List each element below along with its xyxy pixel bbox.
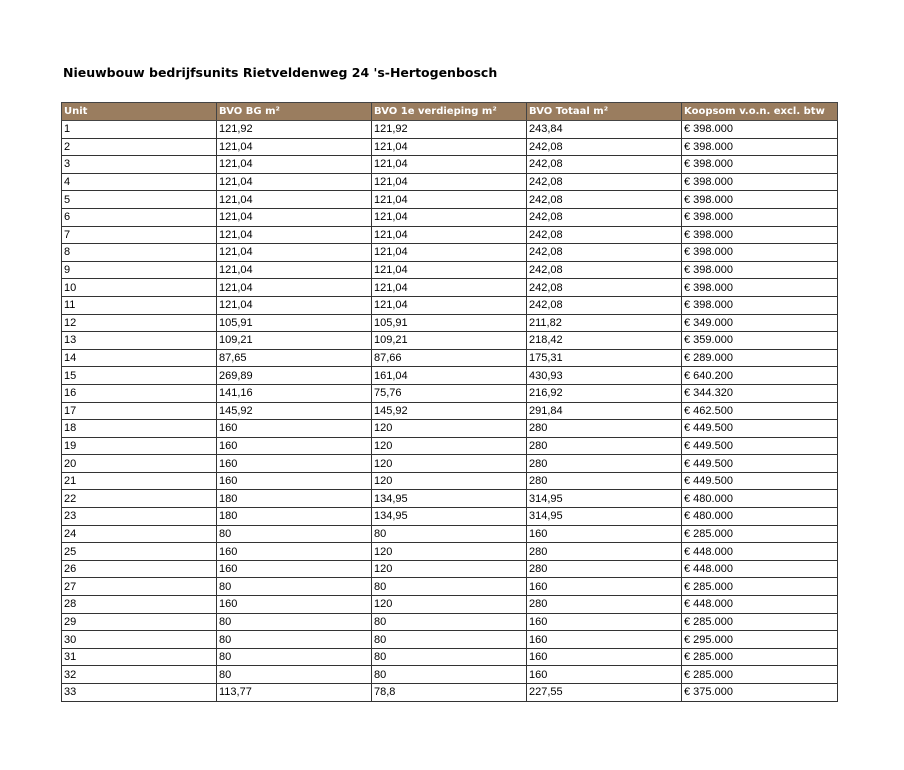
bvo-bg-cell: 109,21	[217, 332, 372, 350]
bvo-bg-cell: 121,04	[217, 261, 372, 279]
bvo-1e-verdieping-cell: 109,21	[372, 332, 527, 350]
bvo-bg-cell: 121,04	[217, 279, 372, 297]
bvo-bg-cell: 121,04	[217, 173, 372, 191]
bvo-1e-verdieping-cell: 80	[372, 631, 527, 649]
bvo-1e-verdieping-cell: 75,76	[372, 384, 527, 402]
unit-cell: 24	[62, 525, 217, 543]
koopsom-cell: € 359.000	[682, 332, 838, 350]
table-row	[62, 226, 838, 244]
bvo-bg-cell: 121,04	[217, 191, 372, 209]
table-row	[62, 138, 838, 156]
unit-cell: 7	[62, 226, 217, 244]
table-row	[62, 121, 838, 139]
table-row	[62, 173, 838, 191]
header-bvo-totaal: BVO Totaal m²	[527, 103, 682, 121]
bvo-totaal-cell: 242,08	[527, 156, 682, 174]
table-row	[62, 578, 838, 596]
bvo-1e-verdieping-cell: 121,04	[372, 191, 527, 209]
table-header	[62, 103, 838, 121]
bvo-bg-cell: 80	[217, 666, 372, 684]
bvo-totaal-cell: 216,92	[527, 384, 682, 402]
unit-cell: 26	[62, 560, 217, 578]
koopsom-cell: € 285.000	[682, 525, 838, 543]
bvo-totaal-cell: 242,08	[527, 226, 682, 244]
koopsom-cell: € 448.000	[682, 560, 838, 578]
unit-cell: 10	[62, 279, 217, 297]
koopsom-cell: € 449.500	[682, 420, 838, 438]
koopsom-cell: € 295.000	[682, 631, 838, 649]
koopsom-cell: € 640.200	[682, 367, 838, 385]
bvo-1e-verdieping-cell: 120	[372, 437, 527, 455]
bvo-1e-verdieping-cell: 80	[372, 525, 527, 543]
bvo-bg-cell: 160	[217, 420, 372, 438]
unit-cell: 27	[62, 578, 217, 596]
bvo-bg-cell: 121,04	[217, 156, 372, 174]
unit-cell: 1	[62, 121, 217, 139]
table-row	[62, 596, 838, 614]
unit-cell: 15	[62, 367, 217, 385]
bvo-bg-cell: 160	[217, 472, 372, 490]
bvo-totaal-cell: 280	[527, 596, 682, 614]
bvo-totaal-cell: 242,08	[527, 279, 682, 297]
unit-cell: 11	[62, 296, 217, 314]
koopsom-cell: € 398.000	[682, 296, 838, 314]
unit-cell: 22	[62, 490, 217, 508]
bvo-bg-cell: 160	[217, 437, 372, 455]
bvo-totaal-cell: 242,08	[527, 261, 682, 279]
table-row	[62, 402, 838, 420]
bvo-1e-verdieping-cell: 105,91	[372, 314, 527, 332]
koopsom-cell: € 480.000	[682, 490, 838, 508]
unit-cell: 25	[62, 543, 217, 561]
koopsom-cell: € 398.000	[682, 156, 838, 174]
bvo-totaal-cell: 227,55	[527, 684, 682, 702]
unit-cell: 29	[62, 613, 217, 631]
bvo-totaal-cell: 160	[527, 631, 682, 649]
unit-cell: 6	[62, 208, 217, 226]
bvo-totaal-cell: 160	[527, 666, 682, 684]
header-koopsom: Koopsom v.o.n. excl. btw	[682, 103, 838, 121]
bvo-bg-cell: 180	[217, 490, 372, 508]
bvo-1e-verdieping-cell: 120	[372, 455, 527, 473]
bvo-1e-verdieping-cell: 145,92	[372, 402, 527, 420]
table-row	[62, 631, 838, 649]
bvo-1e-verdieping-cell: 78,8	[372, 684, 527, 702]
table-row	[62, 508, 838, 526]
table-row	[62, 208, 838, 226]
header-bvo-bg: BVO BG m²	[217, 103, 372, 121]
table-row	[62, 244, 838, 262]
table-row	[62, 684, 838, 702]
table-row	[62, 296, 838, 314]
bvo-bg-cell: 121,92	[217, 121, 372, 139]
bvo-bg-cell: 269,89	[217, 367, 372, 385]
koopsom-cell: € 398.000	[682, 138, 838, 156]
unit-cell: 8	[62, 244, 217, 262]
bvo-1e-verdieping-cell: 121,04	[372, 138, 527, 156]
bvo-1e-verdieping-cell: 121,04	[372, 208, 527, 226]
table-row	[62, 191, 838, 209]
bvo-1e-verdieping-cell: 120	[372, 560, 527, 578]
unit-cell: 32	[62, 666, 217, 684]
bvo-totaal-cell: 243,84	[527, 121, 682, 139]
koopsom-cell: € 398.000	[682, 191, 838, 209]
bvo-bg-cell: 80	[217, 578, 372, 596]
header-row	[62, 103, 838, 121]
koopsom-cell: € 462.500	[682, 402, 838, 420]
bvo-bg-cell: 121,04	[217, 226, 372, 244]
koopsom-cell: € 449.500	[682, 455, 838, 473]
table-row	[62, 455, 838, 473]
bvo-bg-cell: 141,16	[217, 384, 372, 402]
bvo-totaal-cell: 314,95	[527, 508, 682, 526]
koopsom-cell: € 449.500	[682, 437, 838, 455]
bvo-totaal-cell: 160	[527, 648, 682, 666]
bvo-1e-verdieping-cell: 134,95	[372, 508, 527, 526]
bvo-totaal-cell: 242,08	[527, 191, 682, 209]
bvo-totaal-cell: 280	[527, 437, 682, 455]
bvo-1e-verdieping-cell: 80	[372, 666, 527, 684]
bvo-bg-cell: 121,04	[217, 138, 372, 156]
koopsom-cell: € 398.000	[682, 244, 838, 262]
unit-cell: 31	[62, 648, 217, 666]
bvo-bg-cell: 121,04	[217, 244, 372, 262]
table-row	[62, 472, 838, 490]
bvo-totaal-cell: 175,31	[527, 349, 682, 367]
unit-cell: 5	[62, 191, 217, 209]
unit-cell: 21	[62, 472, 217, 490]
table-row	[62, 525, 838, 543]
table-row	[62, 437, 838, 455]
unit-cell: 14	[62, 349, 217, 367]
table-row	[62, 666, 838, 684]
bvo-1e-verdieping-cell: 121,04	[372, 173, 527, 191]
koopsom-cell: € 349.000	[682, 314, 838, 332]
bvo-1e-verdieping-cell: 121,92	[372, 121, 527, 139]
unit-cell: 17	[62, 402, 217, 420]
header-unit: Unit	[62, 103, 217, 121]
unit-cell: 12	[62, 314, 217, 332]
unit-cell: 28	[62, 596, 217, 614]
unit-cell: 19	[62, 437, 217, 455]
header-bvo-1e-verdieping: BVO 1e verdieping m²	[372, 103, 527, 121]
table-body	[62, 121, 838, 702]
bvo-totaal-cell: 211,82	[527, 314, 682, 332]
unit-cell: 23	[62, 508, 217, 526]
unit-cell: 9	[62, 261, 217, 279]
table-row	[62, 384, 838, 402]
bvo-1e-verdieping-cell: 121,04	[372, 226, 527, 244]
bvo-bg-cell: 80	[217, 525, 372, 543]
koopsom-cell: € 448.000	[682, 543, 838, 561]
bvo-bg-cell: 180	[217, 508, 372, 526]
koopsom-cell: € 398.000	[682, 279, 838, 297]
table-row	[62, 648, 838, 666]
bvo-totaal-cell: 242,08	[527, 173, 682, 191]
bvo-totaal-cell: 218,42	[527, 332, 682, 350]
bvo-totaal-cell: 242,08	[527, 296, 682, 314]
unit-cell: 18	[62, 420, 217, 438]
koopsom-cell: € 449.500	[682, 472, 838, 490]
table-row	[62, 279, 838, 297]
bvo-totaal-cell: 430,93	[527, 367, 682, 385]
koopsom-cell: € 398.000	[682, 121, 838, 139]
koopsom-cell: € 375.000	[682, 684, 838, 702]
koopsom-cell: € 398.000	[682, 226, 838, 244]
table-row	[62, 314, 838, 332]
unit-cell: 33	[62, 684, 217, 702]
koopsom-cell: € 285.000	[682, 648, 838, 666]
unit-cell: 20	[62, 455, 217, 473]
bvo-bg-cell: 160	[217, 596, 372, 614]
bvo-1e-verdieping-cell: 121,04	[372, 156, 527, 174]
bvo-bg-cell: 160	[217, 455, 372, 473]
bvo-1e-verdieping-cell: 80	[372, 578, 527, 596]
table-row	[62, 367, 838, 385]
bvo-1e-verdieping-cell: 121,04	[372, 261, 527, 279]
koopsom-cell: € 289.000	[682, 349, 838, 367]
table-row	[62, 261, 838, 279]
koopsom-cell: € 344.320	[682, 384, 838, 402]
bvo-bg-cell: 80	[217, 613, 372, 631]
bvo-1e-verdieping-cell: 121,04	[372, 296, 527, 314]
bvo-1e-verdieping-cell: 120	[372, 596, 527, 614]
bvo-bg-cell: 121,04	[217, 296, 372, 314]
bvo-bg-cell: 160	[217, 560, 372, 578]
bvo-totaal-cell: 280	[527, 560, 682, 578]
table-row	[62, 420, 838, 438]
koopsom-cell: € 285.000	[682, 613, 838, 631]
bvo-totaal-cell: 160	[527, 613, 682, 631]
table-row	[62, 332, 838, 350]
table-row	[62, 613, 838, 631]
unit-cell: 4	[62, 173, 217, 191]
table-row	[62, 560, 838, 578]
table-row	[62, 543, 838, 561]
bvo-bg-cell: 80	[217, 631, 372, 649]
koopsom-cell: € 398.000	[682, 208, 838, 226]
bvo-1e-verdieping-cell: 120	[372, 420, 527, 438]
document-title: Nieuwbouw bedrijfsunits Rietveldenweg 24 's-Hertogenbosch	[63, 65, 498, 80]
bvo-totaal-cell: 314,95	[527, 490, 682, 508]
bvo-1e-verdieping-cell: 80	[372, 613, 527, 631]
koopsom-cell: € 398.000	[682, 261, 838, 279]
bvo-1e-verdieping-cell: 121,04	[372, 279, 527, 297]
koopsom-cell: € 285.000	[682, 666, 838, 684]
bvo-totaal-cell: 280	[527, 455, 682, 473]
bvo-1e-verdieping-cell: 87,66	[372, 349, 527, 367]
bvo-1e-verdieping-cell: 161,04	[372, 367, 527, 385]
bvo-bg-cell: 113,77	[217, 684, 372, 702]
bvo-1e-verdieping-cell: 80	[372, 648, 527, 666]
bvo-totaal-cell: 242,08	[527, 208, 682, 226]
bvo-totaal-cell: 280	[527, 420, 682, 438]
koopsom-cell: € 398.000	[682, 173, 838, 191]
table-row	[62, 490, 838, 508]
bvo-bg-cell: 87,65	[217, 349, 372, 367]
bvo-totaal-cell: 291,84	[527, 402, 682, 420]
bvo-bg-cell: 160	[217, 543, 372, 561]
bvo-totaal-cell: 280	[527, 472, 682, 490]
unit-cell: 2	[62, 138, 217, 156]
unit-cell: 16	[62, 384, 217, 402]
koopsom-cell: € 480.000	[682, 508, 838, 526]
bvo-1e-verdieping-cell: 121,04	[372, 244, 527, 262]
units-table	[61, 102, 838, 702]
koopsom-cell: € 285.000	[682, 578, 838, 596]
bvo-totaal-cell: 160	[527, 578, 682, 596]
unit-cell: 13	[62, 332, 217, 350]
bvo-bg-cell: 121,04	[217, 208, 372, 226]
table-row	[62, 156, 838, 174]
bvo-totaal-cell: 280	[527, 543, 682, 561]
koopsom-cell: € 448.000	[682, 596, 838, 614]
unit-cell: 3	[62, 156, 217, 174]
bvo-totaal-cell: 242,08	[527, 138, 682, 156]
table-row	[62, 349, 838, 367]
bvo-totaal-cell: 160	[527, 525, 682, 543]
bvo-totaal-cell: 242,08	[527, 244, 682, 262]
unit-cell: 30	[62, 631, 217, 649]
bvo-1e-verdieping-cell: 120	[372, 472, 527, 490]
bvo-bg-cell: 80	[217, 648, 372, 666]
bvo-1e-verdieping-cell: 134,95	[372, 490, 527, 508]
bvo-bg-cell: 105,91	[217, 314, 372, 332]
bvo-bg-cell: 145,92	[217, 402, 372, 420]
bvo-1e-verdieping-cell: 120	[372, 543, 527, 561]
